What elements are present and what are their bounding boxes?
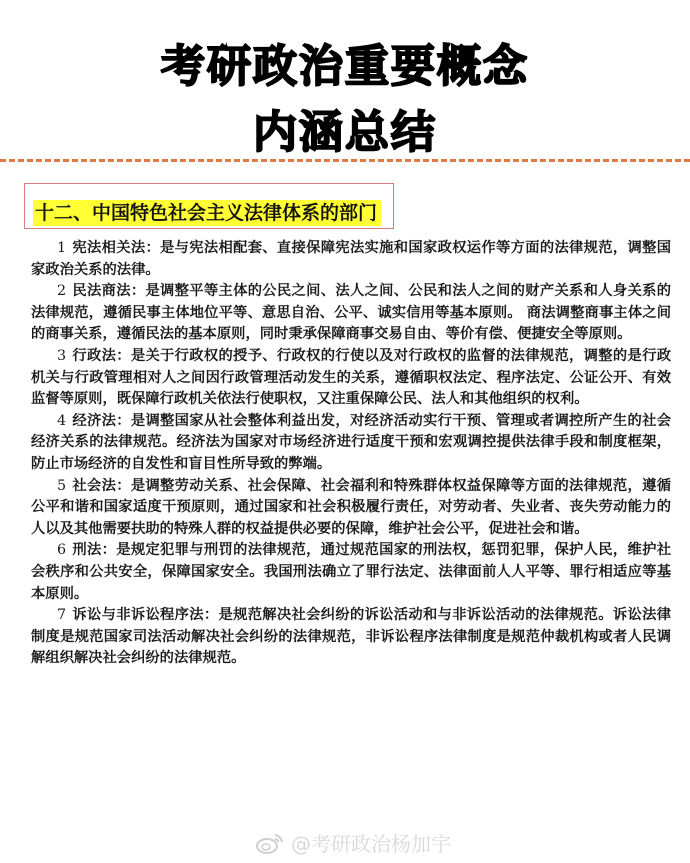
list-item xyxy=(31,238,671,281)
item-text: 民法商法：是调整平等主体的公民之间、法人之间、公民和法人之间的财产关系和人身关系的法律规范，遵循民事主体地位平等、意思自治、公平、诚实信用等基本原则。 商法调整商事主体之间的商事关系，遵循民法的基本原则，同时秉承保障商事交易自由、等价有偿、便捷安全等原则。 xyxy=(31,283,671,343)
list-item xyxy=(31,605,671,670)
item-number: 5 xyxy=(57,477,67,494)
list-item xyxy=(31,411,671,476)
item-number: 2 xyxy=(57,283,67,300)
section-content xyxy=(31,238,671,670)
item-number: 1 xyxy=(57,240,67,256)
item-text: 社会法：是调整劳动关系、社会保障、社会福利和特殊群体权益保障等方面的法律规范，遵循公平和谐和国家适度干预原则，通过国家和社会积极履行责任，对劳动者、失业者、丧失劳动能力的人以及其他需要扶助的特殊人群的权益提供必要的保障，维护社会公平，促进社会和谐。 xyxy=(31,477,671,537)
weibo-icon xyxy=(255,831,285,855)
watermark xyxy=(255,828,451,857)
item-text: 行政法：是关于行政权的授予、行政权的行使以及对行政权的监督的法律规范，调整的是行政机关与行政管理相对人之间因行政管理活动发生的关系，遵循职权法定、程序法定、公证公开、有效监督等原则，既保障行政机关依法行使职权，又注重保障公民、法人和其他组织的权利。 xyxy=(31,347,671,408)
item-text: 经济法：是调整国家从社会整体利益出发，对经济活动实行干预、管理或者调控所产生的社会经济关系的法律规范。经济法为国家对市场经济进行适度干预和宏观调控提供法律手段和制度框架，防止市场经济的自发性和盲目性所导致的弊端。 xyxy=(31,412,671,472)
item-text: 诉讼与非诉讼程序法：是规范解决社会纠纷的诉讼活动和与非诉讼活动的法律规范。诉讼法律制度是规范国家司法活动解决社会纠纷的法律规范，非诉讼程序法律制度是规范仲裁机构或者人民调解组织解决社会纠纷的法律规范。 xyxy=(31,607,671,667)
page-title-line-1: 考研政治重要概念 xyxy=(161,41,529,92)
item-number: 7 xyxy=(57,607,67,624)
item-number: 4 xyxy=(57,412,67,429)
item-number: 3 xyxy=(57,347,67,364)
list-item xyxy=(31,346,671,411)
page-title-line-2: 内涵总结 xyxy=(253,107,437,158)
dashed-divider xyxy=(0,159,690,162)
item-number: 6 xyxy=(57,542,67,559)
list-item xyxy=(31,281,671,346)
item-text: 宪法相关法：是与宪法相配套、直接保障宪法实施和国家政权运作等方面的法律规范，调整国家政治关系的法律。 xyxy=(31,240,671,278)
watermark-text: @考研政治杨加宇 xyxy=(291,832,451,856)
list-item xyxy=(31,476,671,541)
item-text: 刑法：是规定犯罪与刑罚的法律规范，通过规范国家的刑法权，惩罚犯罪，保护人民，维护社会秩序和公共安全，保障国家安全。我国刑法确立了罪行法定、法律面前人人平等、罪行相适应等基本原则。 xyxy=(31,542,671,602)
list-item xyxy=(31,540,671,605)
section-heading: 十二、中国特色社会主义法律体系的部门 xyxy=(33,200,381,226)
